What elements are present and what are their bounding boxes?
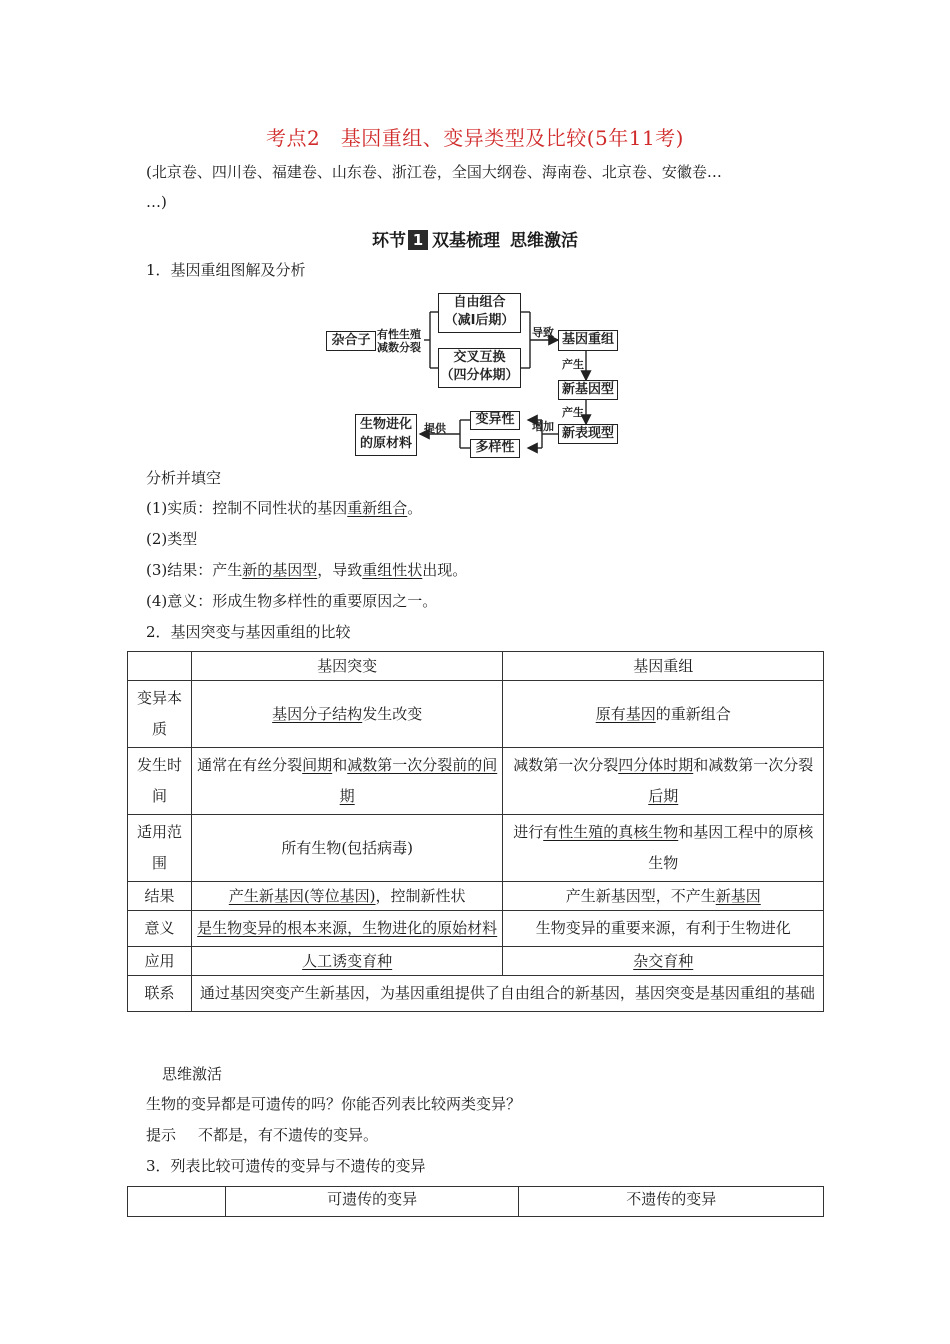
section-name: 双基梳理 bbox=[432, 231, 500, 251]
comparison-table bbox=[127, 651, 824, 1012]
cell-recombination bbox=[503, 681, 824, 748]
process-line-2: 减数分裂 bbox=[377, 341, 421, 354]
hint-text: 不都是，有不遗传的变异。 bbox=[198, 1126, 379, 1144]
table-row bbox=[128, 882, 824, 911]
hybrid-box: 杂合子 bbox=[326, 331, 376, 351]
cell-text: 进行 bbox=[513, 823, 544, 841]
table-row bbox=[128, 911, 824, 947]
header-mutation: 基因突变 bbox=[191, 652, 503, 681]
header-nonheritable: 不遗传的变异 bbox=[519, 1187, 824, 1217]
hint-label: 提示 bbox=[146, 1126, 177, 1144]
row-label: 结果 bbox=[128, 882, 192, 911]
free-combination-label: 自由组合 bbox=[453, 295, 506, 310]
crossover-box bbox=[438, 348, 521, 388]
significance-line: (4)意义：形成生物多样性的重要原因之一。 bbox=[146, 592, 438, 610]
cell-text: 通常在有丝分裂 bbox=[197, 756, 303, 774]
result-text: (3)结果：产生 bbox=[146, 561, 243, 579]
item1-title: 1．基因重组图解及分析 bbox=[146, 261, 306, 279]
cell-text: 产生新基因型，不产生 bbox=[565, 887, 716, 905]
cell-text: 和基因工程中的原核生物 bbox=[648, 823, 814, 872]
cell-recombination bbox=[503, 748, 824, 815]
table-row bbox=[128, 1187, 824, 1217]
row-label: 意义 bbox=[128, 911, 192, 947]
analysis-title: 分析并填空 bbox=[146, 469, 222, 487]
section-sub: 思维激活 bbox=[510, 231, 578, 251]
diversity-box: 多样性 bbox=[470, 439, 520, 458]
cell-text: 和减数第一次分裂 bbox=[693, 756, 814, 774]
section-prefix: 环节 bbox=[372, 231, 406, 251]
essence-line bbox=[146, 498, 422, 518]
cell-recombination bbox=[503, 882, 824, 911]
cell-recombination bbox=[503, 947, 824, 976]
crossover-phase: （四分体期） bbox=[440, 368, 519, 383]
row-label: 变异本质 bbox=[128, 681, 192, 748]
sources-line-1: (北京卷、四川卷、福建卷、山东卷、浙江卷，全国大纲卷、海南卷、北京卷、安徽卷… bbox=[146, 163, 722, 181]
cell-answer: 是生物变异的根本来源，生物进化的原始材料 bbox=[197, 919, 498, 937]
page-title: 考点2 基因重组、变异类型及比较(5年11考) bbox=[265, 126, 684, 150]
new-phenotype-box: 新表现型 bbox=[558, 424, 618, 444]
table-row bbox=[128, 815, 824, 882]
think-title: 思维激活 bbox=[162, 1065, 223, 1083]
recombination-box: 基因重组 bbox=[558, 330, 618, 351]
recombination-diagram bbox=[320, 288, 630, 464]
free-combination-phase: （减Ⅰ后期） bbox=[444, 313, 515, 328]
section-number-badge: 1 bbox=[408, 230, 428, 250]
table-row bbox=[128, 748, 824, 815]
cell-text: ，控制新性状 bbox=[375, 887, 466, 905]
header-recombination: 基因重组 bbox=[503, 652, 824, 681]
sources-line-2: …) bbox=[146, 193, 167, 211]
process-label bbox=[377, 328, 421, 354]
cell-answer: 基因分子结构 bbox=[272, 704, 363, 723]
raw-material-line-1: 生物进化 bbox=[359, 417, 412, 432]
cell-text: 和 bbox=[332, 756, 348, 774]
lead-to-label: 导致 bbox=[532, 326, 554, 339]
cell-answer: 间期 bbox=[302, 756, 333, 774]
question-line: 生物的变异都是可遗传的吗？你能否列表比较两类变异？ bbox=[146, 1095, 522, 1113]
cell-answer: 人工诱变育种 bbox=[302, 952, 393, 970]
cell-mutation bbox=[191, 681, 503, 748]
increase-label: 增加 bbox=[532, 420, 554, 433]
provide-label: 提供 bbox=[424, 422, 446, 435]
produce-label-1: 产生 bbox=[562, 358, 584, 371]
cell-answer: 四分体时期 bbox=[618, 756, 694, 774]
cell-answer: 有性生殖的真核生物 bbox=[543, 823, 679, 841]
table-corner bbox=[128, 652, 192, 681]
essence-end: 。 bbox=[407, 499, 423, 517]
crossover-label: 交叉互换 bbox=[453, 350, 506, 365]
table-row bbox=[128, 681, 824, 748]
row-label: 联系 bbox=[128, 976, 192, 1012]
hint-line bbox=[146, 1125, 378, 1145]
cell-text: 减数第一次分裂 bbox=[513, 756, 619, 774]
raw-material-line-2: 的原材料 bbox=[359, 436, 412, 451]
result-mid: ，导致 bbox=[317, 561, 363, 579]
cell-mutation bbox=[191, 947, 503, 976]
cell-text: 的重新组合 bbox=[655, 704, 731, 723]
cell-mutation: 所有生物(包括病毒) bbox=[191, 815, 503, 882]
table-row bbox=[128, 947, 824, 976]
item2-title: 2．基因突变与基因重组的比较 bbox=[146, 623, 351, 641]
cell-relation: 通过基因突变产生新基因，为基因重组提供了自由组合的新基因，基因突变是基因重组的基础 bbox=[191, 976, 823, 1012]
essence-text: (1)实质：控制不同性状的基因 bbox=[146, 499, 348, 517]
cell-answer: 杂交育种 bbox=[633, 952, 694, 970]
section-header bbox=[0, 226, 950, 251]
result-line bbox=[146, 560, 467, 580]
header-heritable: 可遗传的变异 bbox=[225, 1187, 519, 1217]
cell-recombination: 生物变异的重要来源，有利于生物进化 bbox=[503, 911, 824, 947]
row-label: 发生时间 bbox=[128, 748, 192, 815]
heritable-table bbox=[127, 1186, 824, 1217]
table-corner bbox=[128, 1187, 226, 1217]
process-line-1: 有性生殖 bbox=[377, 328, 421, 341]
cell-mutation bbox=[191, 748, 503, 815]
table-row bbox=[128, 976, 824, 1012]
cell-answer: 减数第一次分裂前的间期 bbox=[339, 756, 498, 805]
cell-mutation bbox=[191, 882, 503, 911]
row-label: 应用 bbox=[128, 947, 192, 976]
produce-label-2: 产生 bbox=[562, 406, 584, 419]
result-end: 出现。 bbox=[422, 561, 468, 579]
result-answer-2: 重组性状 bbox=[362, 561, 423, 579]
result-answer-1: 新的基因型 bbox=[242, 561, 318, 579]
cell-answer: 产生新基因(等位基因) bbox=[228, 887, 376, 905]
item3-title: 3．列表比较可遗传的变异与不遗传的变异 bbox=[146, 1157, 426, 1175]
cell-answer: 新基因 bbox=[715, 887, 761, 905]
cell-mutation bbox=[191, 911, 503, 947]
free-combination-box bbox=[438, 293, 521, 333]
cell-answer: 后期 bbox=[648, 787, 679, 805]
table-row bbox=[128, 652, 824, 681]
cell-recombination bbox=[503, 815, 824, 882]
new-genotype-box: 新基因型 bbox=[558, 380, 618, 400]
cell-text: 发生改变 bbox=[362, 704, 423, 723]
row-label: 适用范围 bbox=[128, 815, 192, 882]
cell-answer: 原有基因 bbox=[595, 704, 656, 723]
raw-material-box bbox=[355, 414, 417, 456]
essence-answer: 重新组合 bbox=[347, 499, 408, 517]
type-line: (2)类型 bbox=[146, 530, 198, 548]
variability-box: 变异性 bbox=[470, 411, 520, 430]
